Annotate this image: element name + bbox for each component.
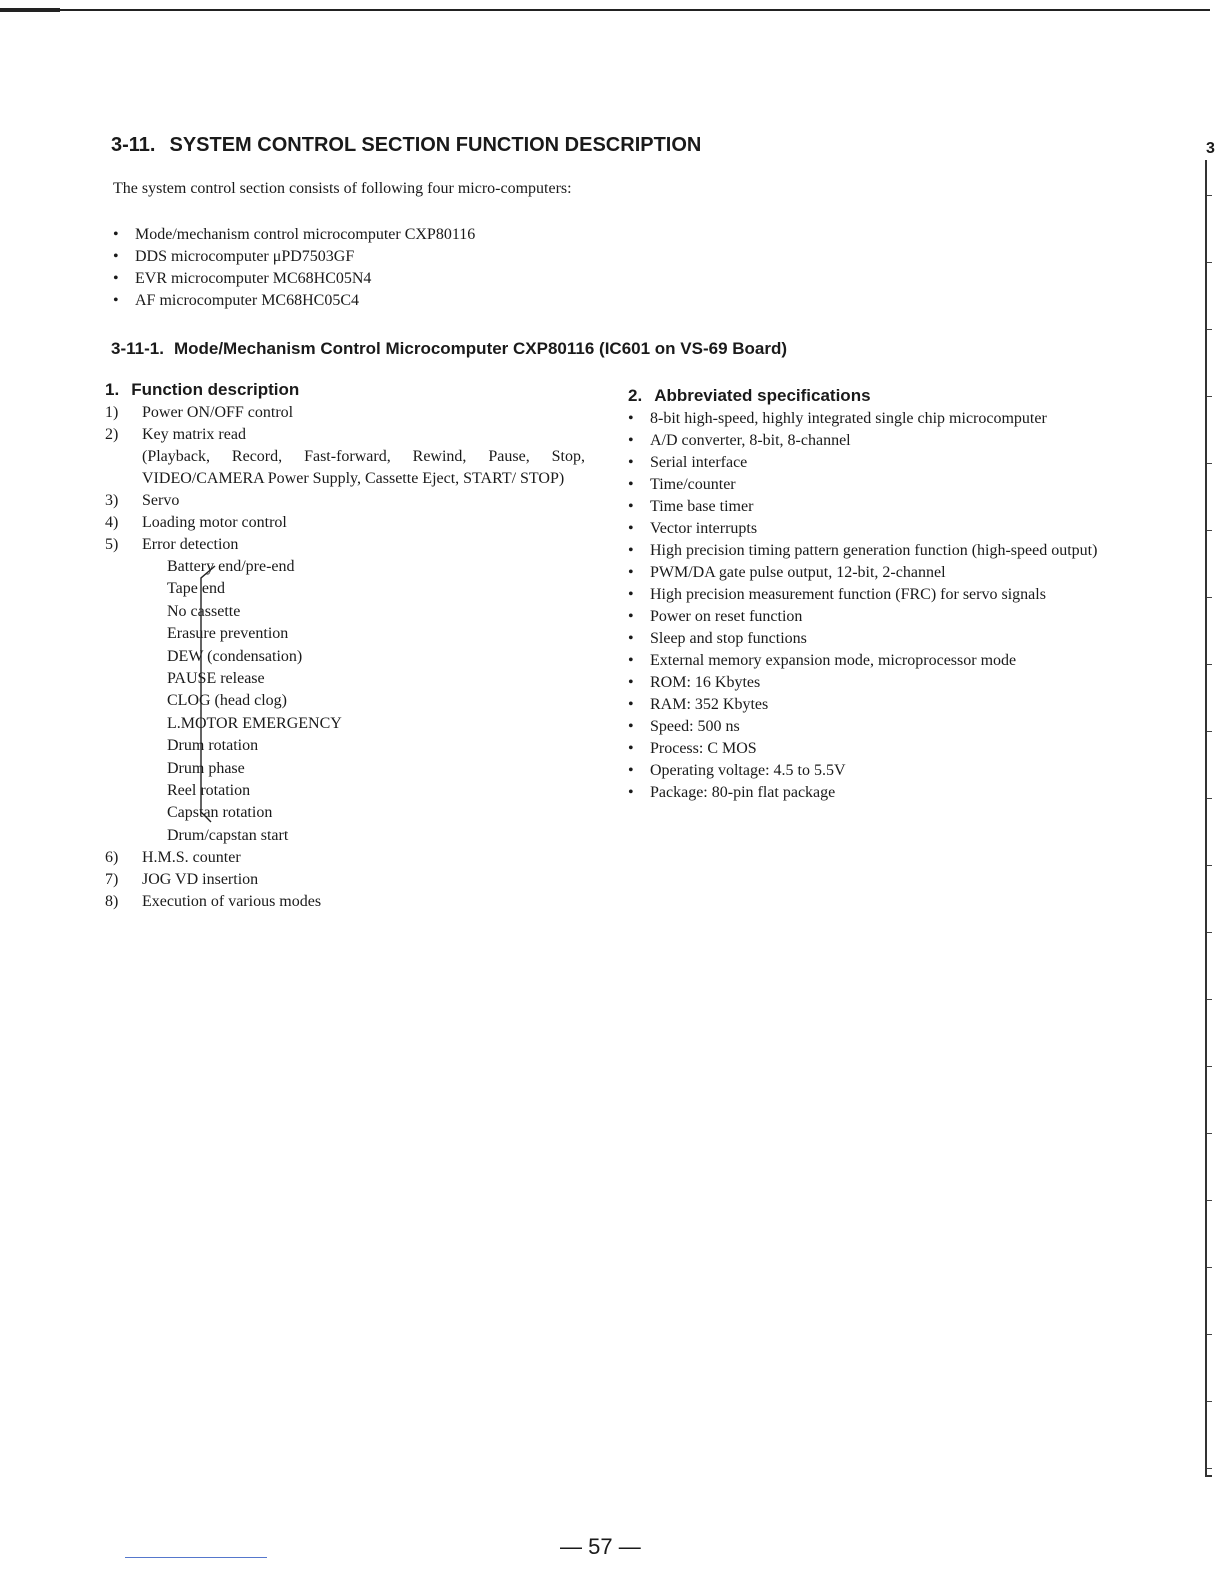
spec-text: Process: C MOS [650,740,757,757]
spec-text: A/D converter, 8-bit, 8-channel [650,432,851,449]
error-detection-group [167,556,585,847]
spec-item [628,540,1098,562]
spec-item [628,408,1098,430]
margin-tick [1207,999,1212,1000]
bullet-icon: • [628,454,634,471]
error-item: Drum phase [167,759,245,777]
error-list [167,556,585,847]
list-item [105,402,585,424]
bullet-icon: • [628,696,634,713]
spec-text: PWM/DA gate pulse output, 12-bit, 2-channel [650,564,946,581]
list-item: • DDS microcomputer μPD7503GF [113,246,475,268]
margin-tick [1207,463,1212,464]
function-description-column [105,378,585,913]
margin-tick [1207,664,1212,665]
bullet-icon: • [628,740,634,757]
bullet-icon: • [628,498,634,515]
spec-item [628,430,1098,452]
spec-text: High precision timing pattern generation function (high-speed output) [650,542,1098,559]
margin-tick [1207,865,1212,866]
margin-tick [1207,1133,1212,1134]
item-text: Execution of various modes [142,893,322,911]
item-text: Servo [142,492,180,509]
bullet-icon: • [628,432,634,449]
item-text: Loading motor control [142,514,287,531]
spec-item [628,738,1098,760]
top-rule [0,9,1210,11]
subsection-title: Mode/Mechanism Control Microcomputer CXP80116 (IC601 on VS-69 Board) [173,339,788,358]
item-number: 3) [105,492,119,509]
specs-list [628,408,1098,804]
specs-heading-number: 2. [628,386,643,405]
error-item: Erasure prevention [167,625,289,643]
margin-tick [1207,396,1212,397]
error-item: PAUSE release [167,670,265,688]
spec-item [628,518,1098,540]
spec-item [628,782,1098,804]
spec-item [628,760,1098,782]
margin-tick [1207,798,1212,799]
bullet-icon: • [628,630,634,647]
list-item [105,490,585,512]
spec-text: Serial interface [650,454,748,471]
bullet-icon: • [628,652,634,669]
error-item: Drum rotation [167,737,259,755]
error-item: L.MOTOR EMERGENCY [167,714,342,732]
error-item: DEW (condensation) [167,647,303,665]
spec-item [628,672,1098,694]
margin-tick [1207,1468,1212,1469]
error-item: No cassette [167,602,241,620]
spec-text: Time/counter [650,476,736,493]
right-margin-rule [1205,160,1207,1475]
margin-tick [1207,932,1212,933]
list-item: • Mode/mechanism control microcomputer CXP80116 [113,224,475,246]
function-heading [105,378,585,402]
spec-text: Package: 80-pin flat package [650,784,836,801]
function-list [105,402,585,913]
bullet-icon: • [628,586,634,603]
margin-tick [1207,195,1212,196]
margin-tick [1207,1334,1212,1335]
bullet-icon: • [628,542,634,559]
spec-item [628,496,1098,518]
spec-item [628,650,1098,672]
corner-section-mark: 3 [1206,140,1215,157]
specs-heading-title: Abbreviated specifications [654,386,871,405]
item-number: 4) [105,514,119,531]
spec-text: External memory expansion mode, microprocessor mode [650,652,1017,669]
margin-tick [1207,1200,1212,1201]
error-item: Reel rotation [167,782,251,800]
brace-bracket-icon [199,564,229,826]
bullet-icon: • [628,410,634,427]
error-item: Tape end [167,580,225,598]
list-item: • AF microcomputer MC68HC05C4 [113,290,475,312]
spec-text: Speed: 500 ns [650,718,740,735]
spec-text: Operating voltage: 4.5 to 5.5V [650,762,846,779]
item-number: 6) [105,849,119,867]
spec-item [628,474,1098,496]
margin-tick [1207,530,1212,531]
list-item [105,891,585,913]
list-item [105,534,585,556]
margin-tick [1207,1066,1212,1067]
margin-tick [1207,1267,1212,1268]
item-number: 2) [105,426,119,443]
key-list-detail: (Playback, Record, Fast-forward, Rewind, Pause, Stop, VIDEO/CAMERA Power Supply, Cassette Eject, START/ STOP) [142,448,585,487]
function-heading-title: Function description [131,380,300,399]
function-heading-number: 1. [105,380,120,399]
item-text: H.M.S. counter [142,849,241,867]
spec-item [628,606,1098,628]
list-item [105,512,585,534]
spec-text: 8-bit high-speed, highly integrated single chip microcomputer [650,410,1047,427]
spec-text: ROM: 16 Kbytes [650,674,761,691]
list-item [105,424,585,446]
spec-item [628,562,1098,584]
spec-text: Vector interrupts [650,520,758,537]
item-text: Power ON/OFF control [142,404,294,421]
spec-text: Time base timer [650,498,754,515]
spec-item [628,584,1098,606]
bullet-icon: • [628,564,634,581]
margin-tick [1207,329,1212,330]
spec-item [628,694,1098,716]
item-number: 1) [105,404,119,421]
section-title: SYSTEM CONTROL SECTION FUNCTION DESCRIPTION [169,134,702,156]
error-item: Drum/capstan start [167,826,289,844]
bullet-icon: • [628,718,634,735]
spec-item [628,716,1098,738]
spec-item [628,452,1098,474]
spec-text: Sleep and stop functions [650,630,807,647]
margin-tick [1207,731,1212,732]
item-text: Key matrix read [142,426,246,443]
item-text: JOG VD insertion [142,871,259,889]
microcomputer-list [113,224,475,312]
intro-text: The system control section consists of following four micro-computers: [113,180,572,197]
error-item: Capstan rotation [167,804,273,822]
section-number: 3-11. [111,134,156,156]
bullet-icon: • [628,520,634,537]
list-item [105,847,585,869]
specs-heading [628,384,1098,408]
bullet-icon: • [628,608,634,625]
spec-text: Power on reset function [650,608,803,625]
list-item [105,869,585,891]
item-number: 7) [105,871,119,889]
bullet-icon: • [628,476,634,493]
subsection-number: 3-11-1. [111,339,164,358]
bullet-icon: • [628,784,634,801]
bottom-rule [125,1557,267,1558]
list-item-detail [105,446,585,490]
bullet-icon: • [628,762,634,779]
page-number: — 57 — [560,1534,641,1559]
item-text: Error detection [142,536,239,553]
margin-tick [1207,1401,1212,1402]
section-heading [111,134,701,157]
spec-text: High precision measurement function (FRC) for servo signals [650,586,1046,603]
spec-item [628,628,1098,650]
error-item: Battery end/pre-end [167,558,295,575]
margin-tick [1207,597,1212,598]
bullet-icon: • [628,674,634,691]
specifications-column [628,384,1098,804]
section-intro [113,178,583,200]
item-number: 8) [105,893,119,911]
item-number: 5) [105,536,119,553]
margin-tick [1207,262,1212,263]
spec-text: RAM: 352 Kbytes [650,696,769,713]
error-item: CLOG (head clog) [167,692,287,710]
list-item: • EVR microcomputer MC68HC05N4 [113,268,475,290]
right-margin-foot [1205,1475,1212,1477]
subsection-heading [111,339,787,359]
